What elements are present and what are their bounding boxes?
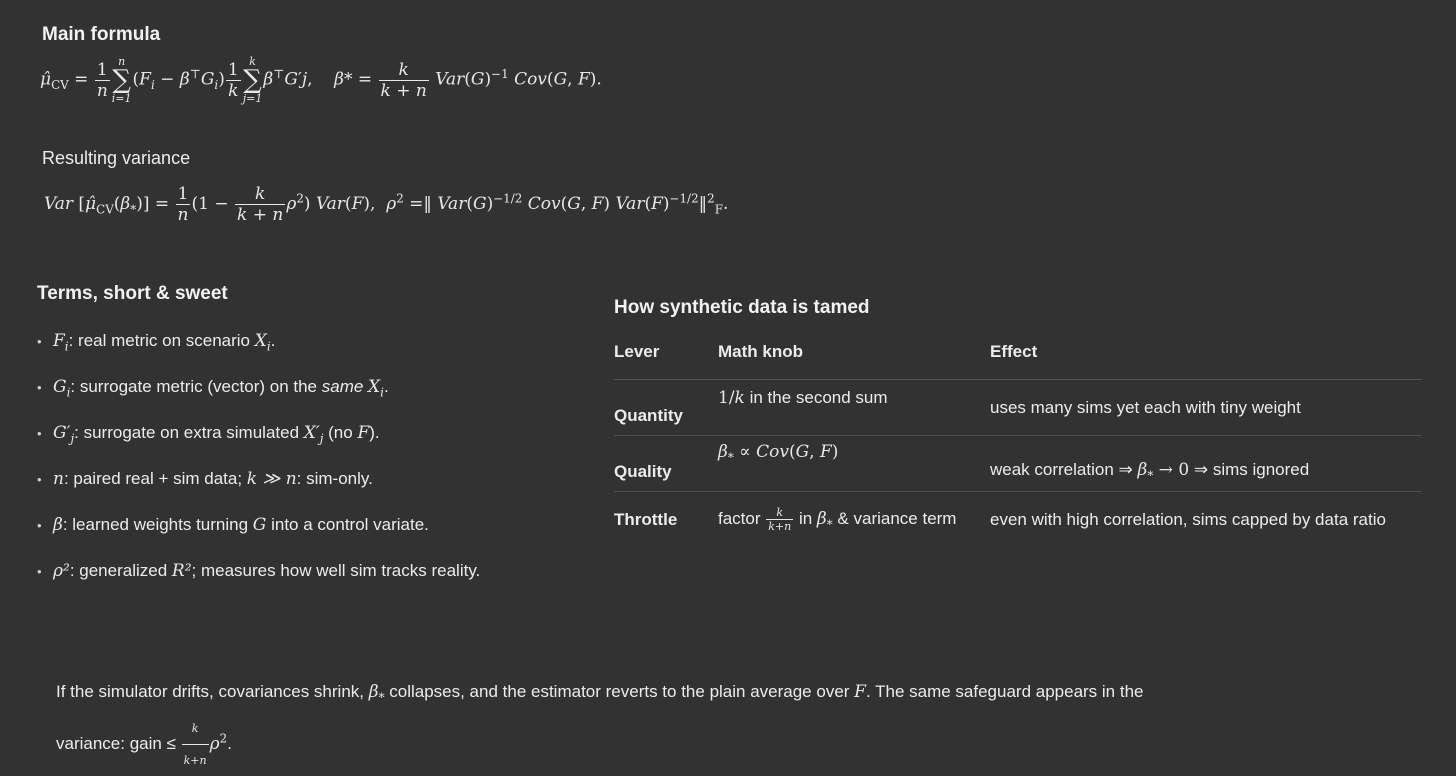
main-formula-heading: Main formula — [42, 24, 161, 45]
effect-cell: uses many sims yet each with tiny weight — [990, 380, 1422, 436]
effect-cell: even with high correlation, sims capped by data ratio — [990, 492, 1422, 548]
terms-list — [37, 326, 597, 602]
resulting-variance-heading: Resulting variance — [42, 148, 191, 168]
column-header-effect: Effect — [990, 325, 1422, 380]
table-row — [614, 492, 1422, 548]
table-row — [614, 436, 1422, 492]
lever-cell: Quality — [614, 444, 718, 500]
math-knob-cell: $\beta_* \propto Cov(G$, F) — [718, 436, 990, 492]
list-item: • $G_i$: surrogate metric (vector) on the same $X_i$. — [37, 372, 597, 418]
tamed-heading: How synthetic data is tamed — [614, 297, 870, 318]
math-knob-cell: factor $\frac{k}{k+n}$ in $\beta_*$ & variance term — [718, 492, 990, 548]
table-header-row — [614, 325, 1422, 380]
lever-cell: Quantity — [614, 388, 718, 444]
column-header-math-knob: Math knob — [718, 325, 990, 380]
list-item: • ρ²: generalized R²; measures how well sim tracks reality. — [37, 556, 597, 602]
list-item: • $G'_j$: surrogate on extra simulated $X'_j$ (no F). — [37, 418, 597, 464]
list-item: • β: learned weights turning G into a control variate. — [37, 510, 597, 556]
effect-cell: weak correlation ⇒ $\beta_* \to 0$ ⇒ sims ignored — [990, 436, 1422, 492]
levers-table — [614, 325, 1422, 547]
table-row — [614, 380, 1422, 436]
column-header-lever: Lever — [614, 325, 718, 380]
list-item: • $F_i$: real metric on scenario $X_i$. — [37, 326, 597, 372]
main-formula-equation: $\mû_{CV}$ = $\frac{1}{n}$ n ∑ i=1 $(F_i - \beta^⊤G_i)$ $\frac{1}{k}$ k ∑ j=1 β⊤G′j, β* = $\frac{k}{k + n}$ $Var(G)^{-1}$ Cov(G, F). — [40, 55, 602, 105]
lever-cell: Throttle — [614, 492, 718, 548]
footer-paragraph: If the simulator drifts, covariances shrink, $\beta_*$ collapses, and the estimator reverts to the plain average over F. The same safeguard appears in the variance: gain ≤ $\frac{k}{k+n}$ $\rho^2$. — [56, 676, 1356, 776]
math-knob-cell: 1/k in the second sum — [718, 380, 990, 436]
terms-heading: Terms, short & sweet — [37, 283, 228, 304]
list-item: • n: paired real + sim data; k ≫ n: sim-only. — [37, 464, 597, 510]
resulting-variance-equation: Var $[\mû_{CV}(\beta_*)]$ = $\frac{1}{n}$ (1 − $\frac{k}{k + n}$ $\rho^2$) Var(F), $\rho^2$ =‖ $Var(G)^{-1/2}$ Cov(G, F) $Var(F)^{-1/2}‖^2_F$. — [44, 184, 729, 225]
